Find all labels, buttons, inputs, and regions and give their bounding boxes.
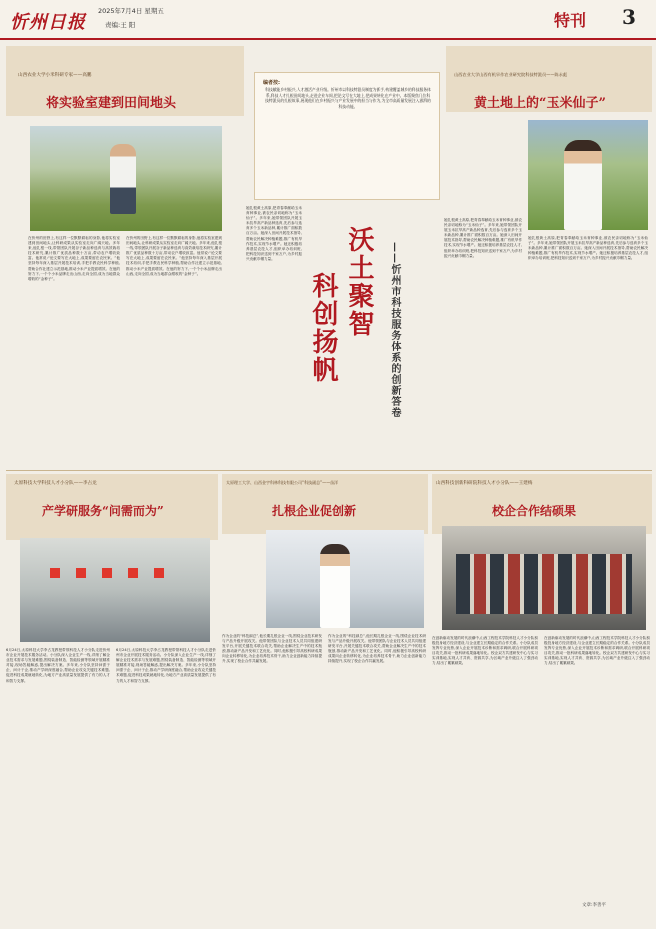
a4-headline: 扎根企业促创新	[272, 504, 357, 518]
a3-body-col1: 6月24日,太原科技大学李占龙教授带领科技人才小分队走进忻州市企业开展技术服务活动。小分队深入企业生产一线,详细了解企业技术需求与发展难题,围绕装备制造、智能检测等领域开展精准对接,现场答疑解惑,提出解决方案。多年来,小分队坚持问需于企、问计于企,推动产学研深度融合,帮助企业攻克关键技术难题,促进科技成果就地转化,为地方产业高质量发展提供了有力的人才和智力支撑。	[6, 648, 110, 683]
a2-headline: 黄土地上的“玉米仙子”	[474, 96, 606, 111]
a1-kicker: 山西农业大学小米科研专家——高鹏	[18, 73, 92, 78]
feature-block	[246, 46, 444, 466]
editor-line: 责编:王 阳	[105, 21, 136, 29]
a1-body-col2: 在忻州的田野上,有这样一位默默耕耘的身影,他将实验室建到田间地头,让科研成果从实验室走向广阔天地。多年来,他扎根一线,带领团队开展谷子新品种选育与高效栽培技术研究,累计推广优质品种数十万亩,带动农户增收致富。他常说:“论文要写在大地上,成果要留在农民家。”他坚持每年深入基层开展技术培训,手把手教农民科学种植,帮助合作社建立示范基地,推动小米产业提质增效。在他的努力下,一个个小米品牌走出山西,走向全国,成为当地群众增收的“金种子”。	[126, 236, 222, 276]
a2-photo-figure	[564, 140, 602, 230]
article-a2	[446, 46, 652, 466]
date-line: 2025年7月4日 星期五	[98, 7, 164, 15]
feature-subtitle: ——忻州市科技服务体系的创新答卷	[389, 242, 400, 418]
a5-body-col1: 在创新驱动发展的时代浪潮中,山西工程技术学院科技人才小分队积极投身地方经济建设,与企业建立长期稳定的合作关系。小分队成员发挥专业优势,深入企业开展技术诊断和需求调研,联合开展科研项目攻关,推动一批科研成果落地转化。校企双方共建研发中心与实习实训基地,实现人才共育、资源共享,为区域产业升级注入了强劲动力,结出了累累硕果。	[432, 636, 538, 666]
a5-kicker: 山西科技创新科研院科技人才小分队——王建梅	[436, 481, 533, 486]
a3-kicker: 太原科技大学科技人才小分队——李占龙	[14, 481, 97, 486]
editor-note-box	[254, 72, 440, 200]
section-divider	[6, 470, 652, 471]
article-a1	[6, 46, 244, 466]
a2-kicker: 山西农业大学山西有机旱作农业研究院科技特派员——陈永彪	[454, 72, 568, 77]
a2-body-col1: 她扎根黄土高原,把青春奉献给玉米育种事业,被农民亲切地称为“玉米仙子”。多年来,她带领团队开展玉米抗旱高产新品种选育,先后参与选育多个玉米新品种,累计推广面积数百万亩。她深入田间开展技术指导,帮助农民解决种植难题,推广有机旱作技术,实现节水增产。她还积极培养基层农技人才,组织举办培训班,把科技知识送到千家万户,为乡村振兴贡献巾帼力量。	[444, 218, 522, 258]
a2-body-col2: 她扎根黄土高原,把青春奉献给玉米育种事业,被农民亲切地称为“玉米仙子”。多年来,她带领团队开展玉米抗旱高产新品种选育,先后参与选育多个玉米新品种,累计推广面积数百万亩。她深入田间开展技术指导,帮助农民解决种植难题,推广有机旱作技术,实现节水增产。她还积极培养基层农技人才,组织举办培训班,把科技知识送到千家万户,为乡村振兴贡献巾帼力量。	[528, 236, 648, 261]
a4-photo-figure	[320, 544, 350, 628]
feature-title-bottom: 科创扬帆	[308, 272, 338, 384]
a1-photo-figure	[110, 144, 136, 214]
feature-body-col1: 她扎根黄土高原,把青春奉献给玉米育种事业,被农民亲切地称为“玉米仙子”。多年来,她带领团队开展玉米抗旱高产新品种选育,先后参与选育多个玉米新品种,累计推广面积数百万亩。她深入田间开展技术指导,帮助农民解决种植难题,推广有机旱作技术,实现节水增产。她还积极培养基层农技人才,组织举办培训班,把科技知识送到千家万户,为乡村振兴贡献巾帼力量。	[246, 206, 302, 261]
a3-photo	[20, 538, 210, 642]
a5-headline: 校企合作结硕果	[492, 504, 577, 518]
a4-kicker: 太原理工大学、山西金宇科林科技有限公司“科技副总”——苗洋	[226, 480, 339, 485]
section-label: 特刊	[554, 11, 587, 30]
a3-photo-helmets	[50, 568, 180, 578]
article-a3	[6, 474, 218, 914]
a3-body-col2: 6月24日,太原科技大学李占龙教授带领科技人才小分队走进忻州市企业开展技术服务活动。小分队深入企业生产一线,详细了解企业技术需求与发展难题,围绕装备制造、智能检测等领域开展精准对接,现场答疑解惑,提出解决方案。多年来,小分队坚持问需于企、问计于企,推动产学研深度融合,帮助企业攻克关键技术难题,促进科技成果就地转化,为地方产业高质量发展提供了有力的人才和智力支撑。	[116, 648, 216, 683]
a1-photo	[30, 126, 222, 231]
feature-title-top: 沃土聚智	[344, 226, 374, 338]
a5-body-col2: 在创新驱动发展的时代浪潮中,山西工程技术学院科技人才小分队积极投身地方经济建设,与企业建立长期稳定的合作关系。小分队成员发挥专业优势,深入企业开展技术诊断和需求调研,联合开展科研项目攻关,推动一批科研成果落地转化。校企双方共建研发中心与实习实训基地,实现人才共育、资源共享,为区域产业升级注入了强劲动力,结出了累累硕果。	[544, 636, 650, 666]
a1-body-col1: 在忻州的田野上,有这样一位默默耕耘的身影,他将实验室建到田间地头,让科研成果从实验室走向广阔天地。多年来,他扎根一线,带领团队开展谷子新品种选育与高效栽培技术研究,累计推广优质品种数十万亩,带动农户增收致富。他常说:“论文要写在大地上,成果要留在农民家。”他坚持每年深入基层开展技术培训,手把手教农民科学种植,帮助合作社建立示范基地,推动小米产业提质增效。在他的努力下,一个个小米品牌走出山西,走向全国,成为当地群众增收的“金种子”。	[28, 236, 120, 281]
editor-note-label: 编者按:	[263, 80, 280, 86]
a2-photo	[528, 120, 648, 230]
a3-headline: 产学研服务“问需而为”	[42, 504, 164, 518]
a5-photo-group	[456, 554, 632, 614]
a4-body-col1: 作为企业的“科技副总”,他长期扎根企业一线,围绕企业技术研发与产品升级开展攻关。他带领团队与企业技术人员共同组建研发平台,开展关键技术联合攻关,帮助企业解决生产中的技术瓶颈,推动新产品开发和工艺优化。同时,他积极引导高校科研成果向企业转移转化,为企业培养技术骨干,助力企业创新能力持续提升,实现了校企合作共赢发展。	[222, 634, 322, 664]
masthead	[0, 0, 656, 40]
page-number: 3	[622, 5, 636, 29]
a4-photo	[266, 530, 424, 628]
a4-body-col2: 作为企业的“科技副总”,他长期扎根企业一线,围绕企业技术研发与产品升级开展攻关。他带领团队与企业技术人员共同组建研发平台,开展关键技术联合攻关,帮助企业解决生产中的技术瓶颈,推动新产品开发和工艺优化。同时,他积极引导高校科研成果向企业转移转化,为企业培养技术骨干,助力企业创新能力持续提升,实现了校企合作共赢发展。	[328, 634, 426, 664]
article-a4	[222, 474, 428, 914]
editor-note-text: 科技赋能乡村振兴,人才激活产业升级。忻州市以科技特派员制度为抓手,构建覆盖城乡的科技服务体系,科技人才扎根田间地头,走进企业车间,把论文写在大地上,把成果转化在产业中。本版聚焦几位科技特派员的扎根故事,展现他们在乡村振兴与产业发展中的担当与作为,为全市高质量发展注入澎湃的科技动能。	[265, 87, 431, 109]
footer-credit: 文章:李善平	[582, 903, 607, 908]
article-a5	[432, 474, 652, 914]
newspaper-logo: 忻州日报	[10, 12, 86, 33]
a5-photo	[442, 526, 646, 630]
a1-headline: 将实验室建到田间地头	[46, 96, 177, 111]
